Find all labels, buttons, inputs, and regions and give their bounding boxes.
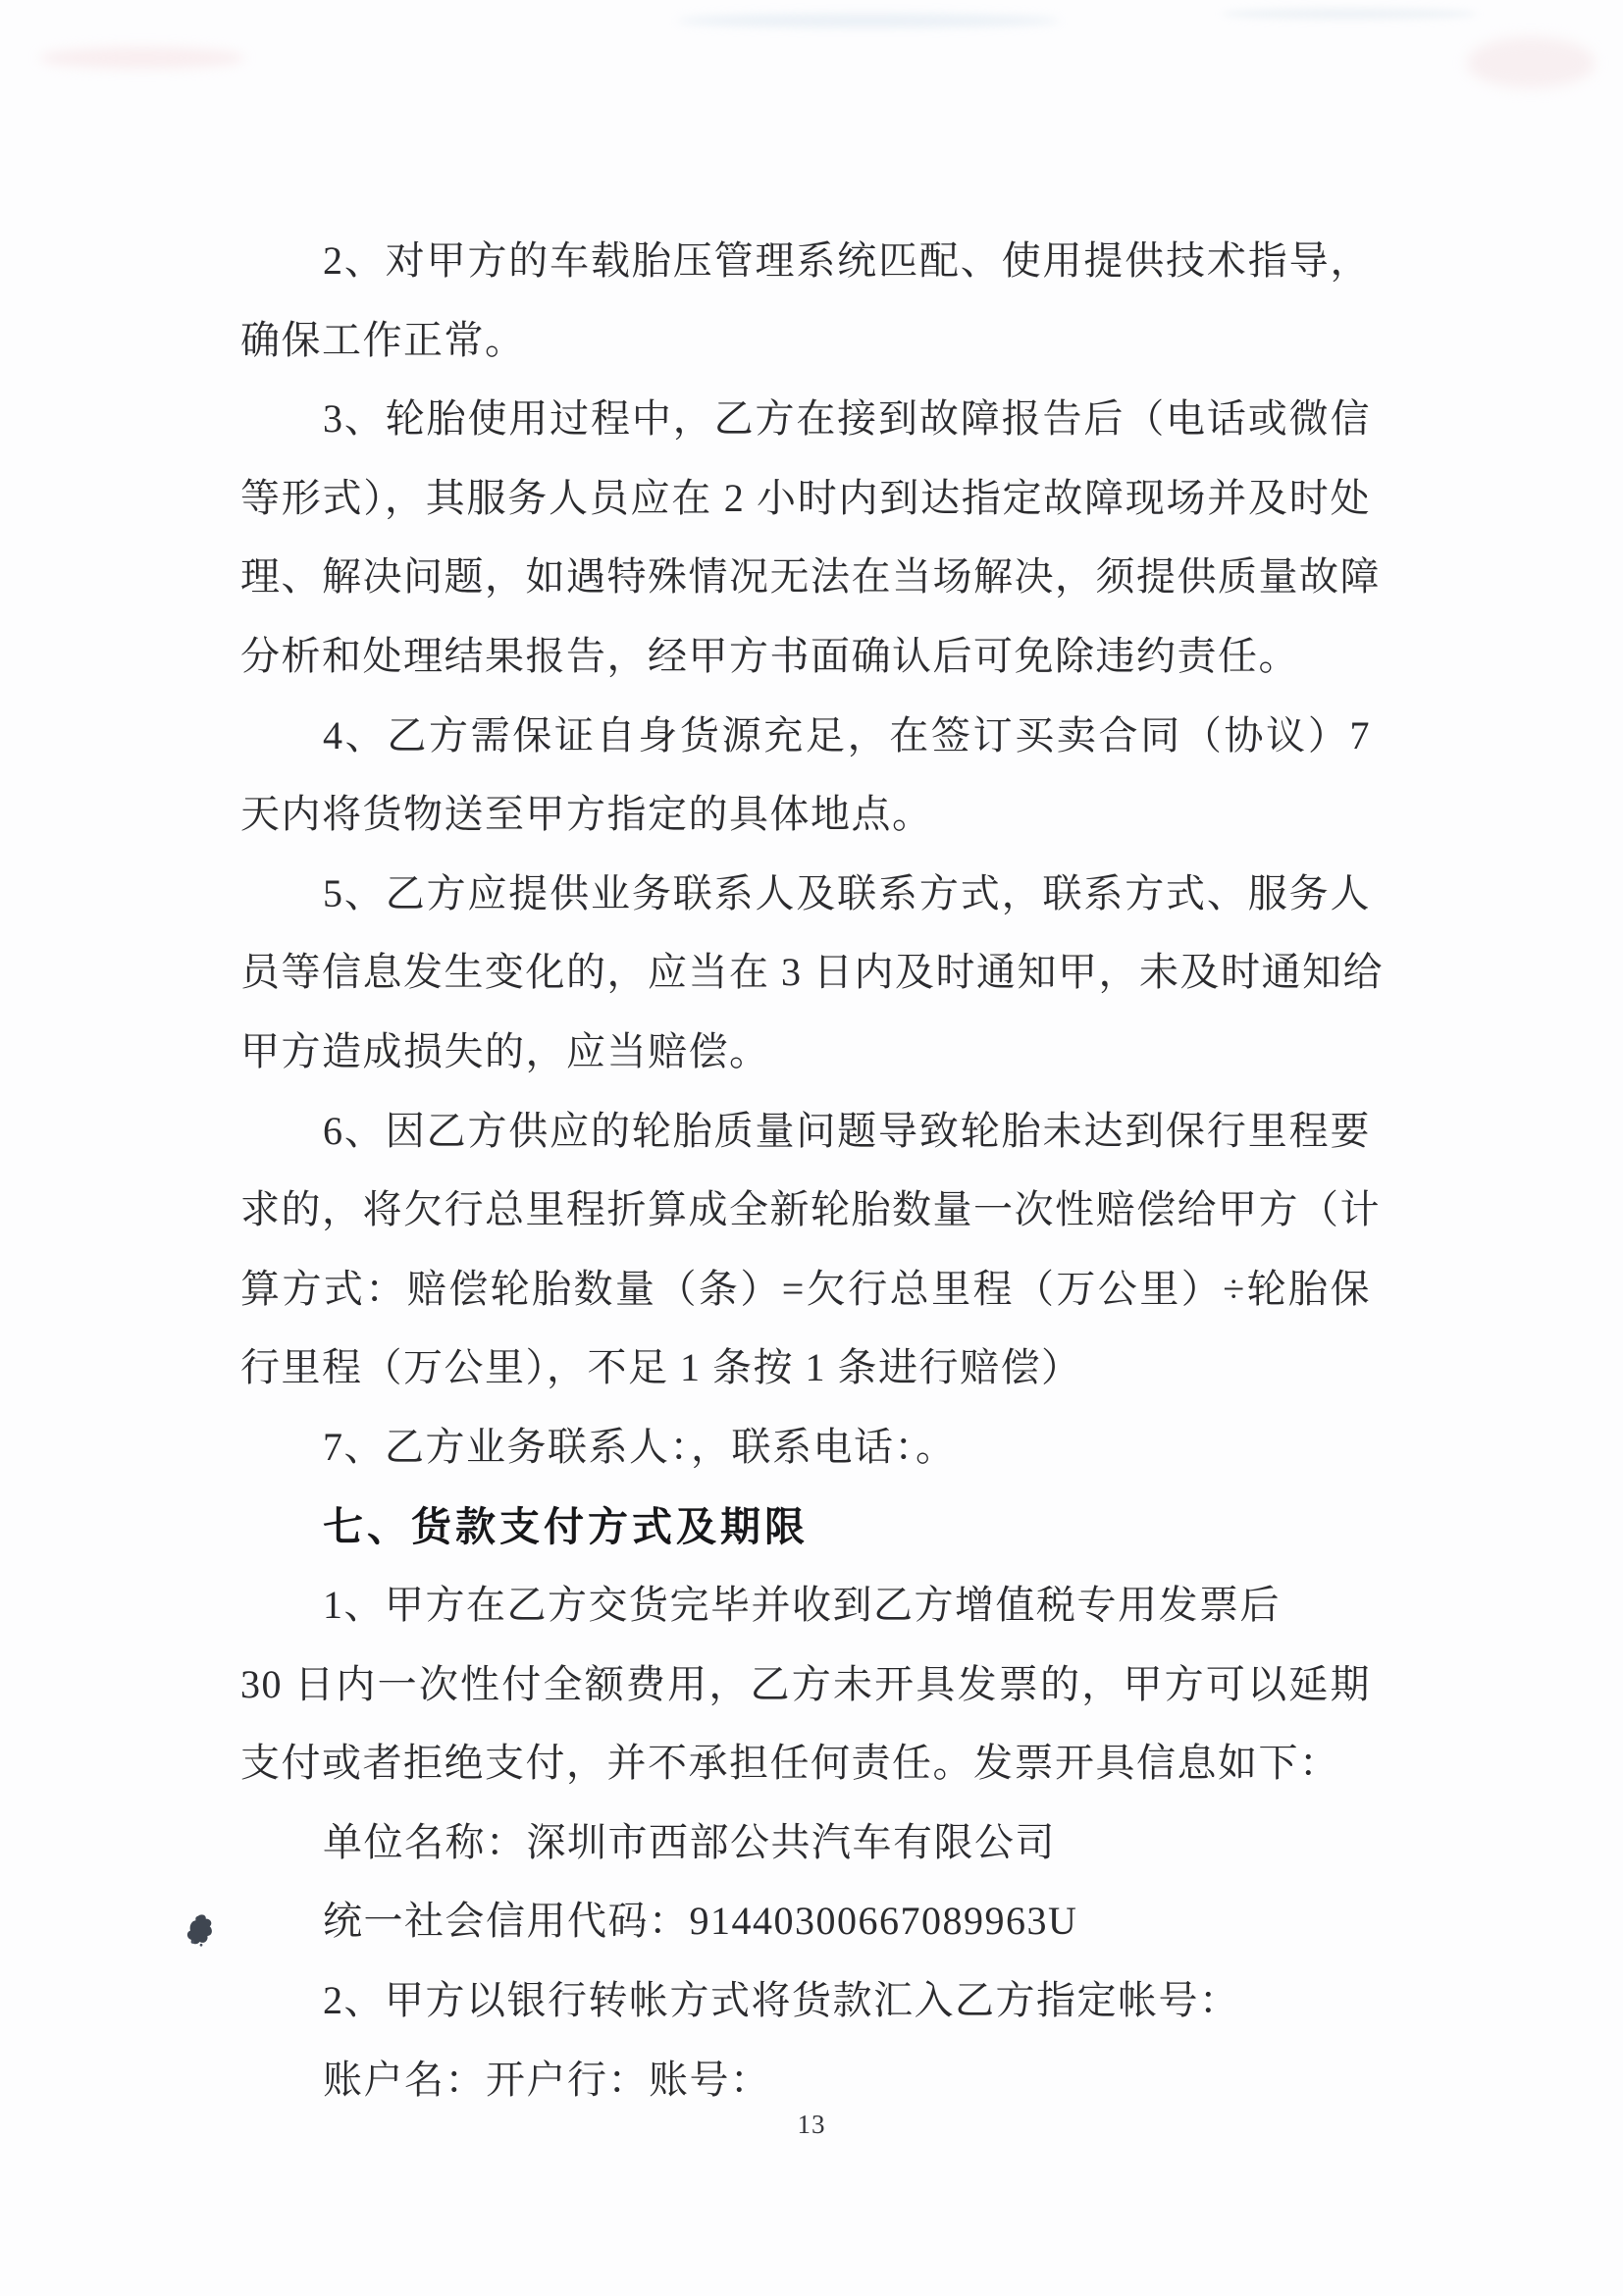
clause-7-line: 7、乙方业务联系人：，联系电话：。 <box>323 1424 957 1469</box>
clause-6-line-4: 行里程（万公里），不足 1 条按 1 条进行赔偿） <box>240 1345 1082 1390</box>
clause-4-line-2: 天内将货物送至甲方指定的具体地点。 <box>240 792 933 837</box>
credit-code-line: 统一社会信用代码：91440300667089963U <box>323 1899 1078 1944</box>
payment-clause-1-line-3: 支付或者拒绝支付，并不承担任何责任。发票开具信息如下： <box>240 1741 1340 1786</box>
clause-3-line-2: 等形式），其服务人员应在 2 小时内到达指定故障现场并及时处 <box>240 475 1371 520</box>
payment-clause-1-line-2: 30 日内一次性付全额费用，乙方未开具发票的，甲方可以延期 <box>240 1661 1371 1706</box>
scan-artifact <box>1467 37 1595 88</box>
scan-artifact <box>39 47 245 69</box>
bank-account-line: 账户名：开户行：账号： <box>323 2057 771 2102</box>
contract-body <box>240 222 1384 2119</box>
clause-2-line-1: 2、对甲方的车载胎压管理系统匹配、使用提供技术指导， <box>323 238 1371 283</box>
clause-2-line-2: 确保工作正常。 <box>240 317 526 362</box>
payment-clause-2-line: 2、甲方以银行转帐方式将货款汇入乙方指定帐号： <box>323 1978 1240 2023</box>
payment-clause-1-line-1: 1、甲方在乙方交货完毕并收到乙方增值税专用发票后 <box>323 1583 1281 1628</box>
clause-6-line-2: 求的，将欠行总里程折算成全新轮胎数量一次性赔偿给甲方（计 <box>240 1187 1381 1232</box>
clause-3-line-1: 3、轮胎使用过程中，乙方在接到故障报告后（电话或微信 <box>323 396 1371 442</box>
clause-6-line-1: 6、因乙方供应的轮胎质量问题导致轮胎未达到保行里程要 <box>323 1108 1371 1153</box>
clause-4-line-1: 4、乙方需保证自身货源充足，在签订买卖合同（协议）7 <box>323 712 1371 757</box>
scan-artifact <box>677 14 1060 27</box>
page-number: 13 <box>797 2110 826 2139</box>
clause-5-line-2: 员等信息发生变化的，应当在 3 日内及时通知甲，未及时通知给 <box>240 950 1384 995</box>
clause-6-line-3: 算方式：赔偿轮胎数量（条）=欠行总里程（万公里）÷轮胎保 <box>240 1266 1371 1311</box>
clause-3-line-3: 理、解决问题，如遇特殊情况无法在当场解决，须提供质量故障 <box>240 554 1381 600</box>
section-heading-payment: 七、货款支付方式及期限 <box>323 1503 809 1549</box>
ink-blot-mark <box>184 1911 217 1951</box>
clause-5-line-3: 甲方造成损失的，应当赔偿。 <box>240 1028 770 1073</box>
clause-3-line-4: 分析和处理结果报告，经甲方书面确认后可免除违约责任。 <box>240 633 1299 678</box>
scan-artifact <box>1222 8 1477 20</box>
invoice-company-name-line: 单位名称：深圳市西部公共汽车有限公司 <box>323 1819 1056 1864</box>
clause-5-line-1: 5、乙方应提供业务联系人及联系方式，联系方式、服务人 <box>323 870 1371 915</box>
